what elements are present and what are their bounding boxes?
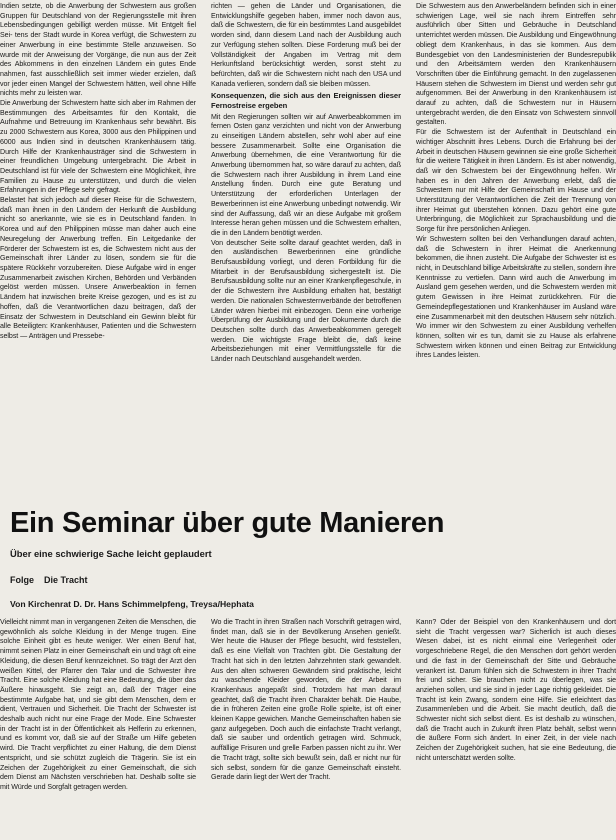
top-column-3-paragraph: Wir Schwestern sollten bei den Verhandlungen darauf achten, daß die Schwestern in ihrer Heimat die Anerkennung bekommen, die ihnen zusteht. Die Aufgabe der Schwester ist es nicht, in Deutschland billige Arbeitskräfte zu stellen, sondern ihre Kenntnisse zu vertiefen. Dann wird auch die Anwerbung im Ausland gern gesehen werden, und die Schwestern werden mit gutem Gewissen in ihre Heimat zurückkehren. Für die Gemeindepflegestationen und Krankenhäuser im Ausland wäre eine Zusammenarbeit mit den deutschen Häusern sehr nützlich. Wo immer wir den Schwestern zu einer Ausbildung verhelfen können, sollten wir es tun, damit sie zu Hause als erfahrene Schwestern wirken können und einen Beitrag zur Entwicklung ihres Landes leisten. <box>416 234 616 360</box>
bottom-column-1-text: Vielleicht nimmt man in vergangenen Zeiten die Menschen, die gewöhnlich als solche Kleidung in der Menge trugen. Eine solche Einheit gibt es heute weniger. Wer einen Beruf hat, nimmt seinen Platz in einer Gemeinschaft ein und trägt oft eine Kleidung, die diesen Beruf kennzeichnet. So trägt der Arzt den weißen Kittel, der Pfarrer den Talar und die Schwester ihre Tracht. Eine solche Kleidung hat eine Bedeutung, die über das Äußere hinausgeht. Sie zeigt an, daß der Träger eine bestimmte Aufgabe hat, und sie gibt dem Menschen, dem er dient, Vertrauen und Sicherheit. Die Tracht der Schwester ist deshalb auch nicht nur eine Frage der Mode. Eine Schwester in der Tracht ist in der Öffentlichkeit als Helferin zu erkennen, und es kommt vor, daß sie auf der Straße um Hilfe gebeten wird. Die Tracht verpflichtet zu einer Haltung, die dem Dienst entspricht, und sie schützt zugleich die Trägerin. Sie ist ein Zeichen der Zugehörigkeit zu einer Gemeinschaft, die sich dem Dienst am Nächsten verschrieben hat. Deshalb sollte sie mit Würde und Sorgfalt getragen werden. <box>0 618 196 791</box>
top-column-1-paragraph: Belastet hat sich jedoch auf dieser Reise für die Schwestern, daß man ihnen in den Ländern der Herkunft die Ausbildung nicht so anerkannte, wie sie es in Deutschland fanden. In Korea und auf den Philippinen müsse man daher auch eine Neuregelung der Anwerbung treffen. Ein Leitgedanke der Förderer der Schwestern ist es, die Schwestern nicht aus der Gemeinschaft ihrer Länder zu lösen, sondern sie für die spätere Rückkehr vorzubereiten. Diese Aufgabe wird in enger Zusammenarbeit zwischen Kirchen, Behörden und Verbänden gelöst werden müssen. Unsere Anwerbeaktion in fernen Ländern hat inzwischen breite Kreise gezogen, und es ist zu hoffen, daß die Verantwortlichen dazu beitragen, daß der Einsatz der Schwestern in Deutschland ein Gewinn bleibt für alle Beteiligten: Krankenhäuser, Patienten und die Schwestern selbst — Anträgen und Pressebe- <box>0 196 196 340</box>
top-column-2 <box>211 2 401 378</box>
bottom-column-1 <box>0 618 196 840</box>
top-column-1-paragraph: Die Anwerbung der Schwestern hatte sich aber im Rahmen der Bestimmungen des Arbeitsamtes für den Kontakt, die Aufnahme und Betreuung im Krankenhaus sehr bewährt. Bis zu 2000 Schwestern aus Korea, 3000 aus den Philippinen und 6000 aus Indien sind in deutschen Krankenhäusern tätig. Durch Hilfe der Krankenhausträger sind die Schwestern in einer freundlichen Umgebung untergebracht. Die Arbeit in Deutschland ist für viele der Schwestern eine Möglichkeit, ihre Familien zu Hause zu unterstützen, und durch die vielen Erfahrungen in der Pflege sehr gefragt. <box>0 99 196 195</box>
top-column-1 <box>0 2 196 439</box>
top-column-3-paragraph: Die Schwestern aus den Anwerbeländern befinden sich in einer schwierigen Lage, weil sie nach ihrem Eintreffen sehr ausführlich über Sitten und Gebräuche in Deutschland unterrichtet werden müssen. Die Ausbildung und Eingewöhnung obliegt dem Krankenhaus, in das sie kommen. Aus dem Bundesgebiet von den Landesministerien der Bundesrepublik und den Arbeitsämtern werden den Krankenhäusern Vorschriften über die Einführung gemacht. In den zugelassenen Häusern stehen die Schwestern im Dienst und werden sehr gut aufgenommen. Bei der Anwerbung in den Krankenhäusern ist darauf zu achten, daß die Schwestern nur in Häusern untergebracht werden, die den Einsatz von Schwestern sinnvoll gestalten. <box>416 2 616 127</box>
top-column-2-paragraph: Mit den Regierungen sollten wir auf Anwerbeabkommen im fernen Osten ganz verzichten und nicht von der Anwerbung zu einseitigen Ländern abstellen, sehr wohl aber auf eine bessere Zusammenarbeit. Sollte eine Organisation die Anwerbung übernehmen, die eine Verantwortung für die Anwerbung übernommen hat, so wäre darauf zu achten, daß die Schwestern nach ihrer Ausbildung in ihrem Land eine Anstellung finden. Durch eine gute Beratung und Unterstützung der erforderlichen Unterlagen der Bewerberinnen ist eine Anwerbung unbedingt notwendig. Wir sind der Auffassung, daß wir an diese Aufgabe mit großem Interesse heran gehen müssen und die Schwestern erhalten, die in den Ländern benötigt werden. <box>211 112 401 237</box>
article-subheadline: Über eine schwierige Sache leicht geplaudert <box>10 548 212 559</box>
series-label: Folge <box>10 575 34 585</box>
top-column-2-paragraph: Von deutscher Seite sollte darauf geachtet werden, daß in den ausländischen Bewerberinnen eine gründliche Berufsausbildung vorliegt, und deren Fortbildung für die Mitarbeit in der Berufsausbildung sichergestellt ist. Die Berufsausbildung sollte nur an einer Krankenpflegeschule, in der die Schwestern ihre Ausbildung erhalten hat, bestätigt werden. Die nationalen Schwesternverbände der betroffenen Länder wären hierbei mit einbezogen. Denn eine vorherige Überprüfung der Ausbildung und der Dokumente durch die Deutschen sollte durch das Anwerbeabkommen geregelt werden. Die wichtigste Frage bleibt die, daß keine Arbeitsbeziehungen mit einer Vermittlungsstelle für die Länder nach Deutschland ausgehandelt werden. <box>211 238 401 364</box>
article-headline: Ein Seminar über gute Manieren <box>10 507 445 539</box>
series-line <box>10 574 88 586</box>
top-column-1-paragraph: Indien setzte, ob die Anwerbung der Schwestern aus großen Gruppen für Deutschland von der Regierungsstelle mit ihren Lebensbedingungen gebilligt werden müsse. Mit Entgelt fiel Sei- tens der Stadt wurde in Korea verfügt, die Schwestern zu einer Anwerbung in eine bestimmte Stelle anzuweisen. So wurde mit der Anweisung der Vorgänge, die nun aus der Zeit des Abkommens in den einzelnen Ländern ein gutes Ende nahmen, fast ausschließlich seit immer wieder erzielen, daß vor jeder einen Mangel der Schwestern hätten, weil ohne Hilfe nichts mehr zu leisten war. <box>0 2 196 98</box>
bottom-column-2-text: Wo die Tracht in ihren Straßen nach Vorschrift getragen wird, findet man, daß sie in der Bevölkerung Ansehen genießt. Wer heute die Häuser der Pflege besucht, wird feststellen, daß es eine Vielfalt von Trachten gibt. Die Gestaltung der Tracht hat sich in den letzten Jahrzehnten stark gewandelt. Aus den alten schweren Gewändern sind praktische, leicht zu waschende Kleider geworden, die der Arbeit im Krankenhaus angepaßt sind. Trotzdem hat man darauf geachtet, daß die Tracht ihren Charakter behält. Die Haube, die in früheren Zeiten eine große Rolle spielte, ist oft einer kleinen Kappe gewichen. Manche Gemeinschaften haben sie ganz aufgegeben. Doch auch die einfachste Tracht verlangt, daß sie sauber und ordentlich getragen wird. Schmuck, auffällige Frisuren und grelle Farben passen nicht zu ihr. Wer die Tracht trägt, sollte sich bewußt sein, daß er nicht nur für sich selbst, sondern für die ganze Gemeinschaft einsteht. Gerade darin liegt der Wert der Tracht. <box>211 618 401 782</box>
top-column-3 <box>416 2 616 439</box>
bottom-column-3-text: Kann? Oder der Beispiel von den Krankenhäusern und dort sieht die Tracht vergessen war? Sicherlich ist auch dieses Wesen dabei, ist es nicht einmal eine Verlegenheit oder vorgeschriebene Regel, die den Menschen dort gehört werden und die fast in der Gemeinschaft der Sitte und Gebräuche verankert ist. Darum fühlen sich die Schwestern in ihrer Tracht frei und sicher. Sie brauchen nicht zu überlegen, was sie anziehen sollen, und sie sind in jeder Lage richtig gekleidet. Die Tracht ist kein Zwang, sondern eine Hilfe. Sie erleichtert das Zusammenleben und die Arbeit. Sie macht deutlich, daß die Schwester nicht sich selbst dient. Es ist deshalb zu wünschen, daß die Tracht auch in Zukunft ihren Platz behält, selbst wenn die äußere Form sich ändert. In einer Zeit, in der viele nach Zeichen der Zugehörigkeit suchen, hat sie eine Bedeutung, die nicht unterschätzt werden sollte. <box>416 618 616 762</box>
author-byline: Von Kirchenrat D. Dr. Hans Schimmelpfeng, Treysa/Hephata <box>10 599 254 609</box>
top-column-3-paragraph: Für die Schwestern ist der Aufenthalt in Deutschland ein wichtiger Abschnitt ihres Lebens. Durch die Erfahrung bei der Arbeit in deutschen Häusern gewinnen sie eine große Sicherheit für die weitere Tätigkeit in ihren Ländern. Es ist aber notwendig, daß wir den Schwestern bei der Eingewöhnung helfen. Wir haben es in den Jahren der Anwerbung erlebt, daß die Schwestern nur mit Hilfe der Gemeinschaft im Hause und der Unterstützung der Verantwortlichen die Zeit der Trennung von ihrer Heimat gut überstehen können. Dazu gehört eine gute Unterbringung, die Möglichkeit zur Sprachausbildung und die Sorge für ihre persönlichen Anliegen. <box>416 128 616 234</box>
section-heading: Konsequenzen, die sich aus den Ereignissen dieser Fernostreise ergeben <box>211 91 401 110</box>
bottom-column-2 <box>211 618 401 840</box>
series-title: Die Tracht <box>44 575 88 585</box>
top-column-2-paragraph: richten — gehen die Länder und Organisationen, die Entwicklungshilfe gegeben haben, immer noch davon aus, daß die Schwestern, die für ein bestimmtes Land ausgebildet worden sind, dann diesem Land nach der Ausbildung auch zur Verfügung stehen sollten. Diese Forderung muß bei der Vollständigkeit der Angaben im Vertrag mit dem Herkunftsland berücksichtigt werden, sonst steht zu befürchten, daß wir die Schwestern nicht nach den USA und Kanada verlieren, sondern daß sie bleiben müssen. <box>211 2 401 88</box>
bottom-column-3 <box>416 618 616 840</box>
